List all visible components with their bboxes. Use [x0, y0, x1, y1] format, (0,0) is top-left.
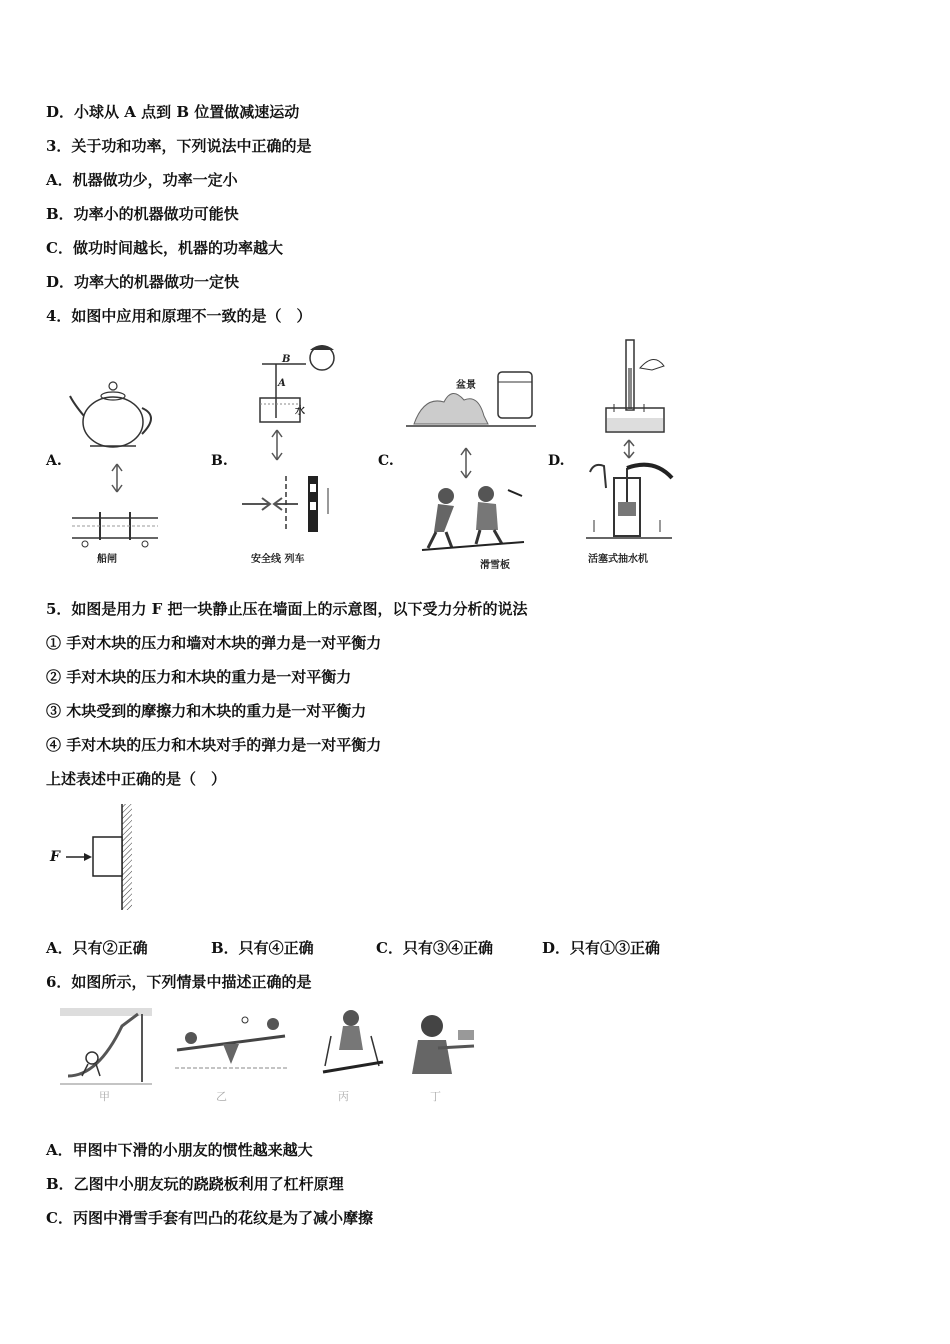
- slide-scene-illustration: [58, 1006, 154, 1090]
- q4-caption-b: 安全线 列车: [251, 554, 305, 565]
- q6-stem: 6．如图所示，下列情景中描述正确的是: [46, 973, 312, 991]
- force-label: F: [50, 849, 60, 865]
- q5-statement-3: ③ 木块受到的摩擦力和木块的重力是一对平衡力: [46, 702, 367, 720]
- q3-option-d: D．功率大的机器做功一定快: [46, 273, 240, 291]
- q6-option-b: B．乙图中小朋友玩的跷跷板利用了杠杆原理: [46, 1175, 344, 1193]
- ship-lock-illustration: [70, 506, 160, 548]
- q6-caption-ding: 丁: [430, 1090, 441, 1103]
- double-arrow-icon: [459, 446, 473, 480]
- q6-option-c: C．丙图中滑雪手套有凹凸的花纹是为了减小摩擦: [46, 1209, 373, 1227]
- q4-label-d: D.: [548, 453, 565, 469]
- train-safety-line-illustration: [240, 474, 340, 534]
- skier-scene-illustration: [321, 1006, 385, 1078]
- block-on-wall-diagram: [48, 802, 138, 914]
- q4-inner-label-a: A: [278, 378, 286, 389]
- q4-label-b: B.: [211, 453, 228, 469]
- q6-caption-yi: 乙: [216, 1090, 227, 1103]
- q6-option-a: A．甲图中下滑的小朋友的惯性越来越大: [46, 1141, 313, 1159]
- q4-inner-label-b: B: [282, 354, 291, 365]
- q3-stem: 3．关于功和功率，下列说法中正确的是: [46, 137, 312, 155]
- q5-option-a: A．只有②正确: [46, 939, 148, 957]
- seesaw-scene-illustration: [173, 1014, 289, 1074]
- q6-caption-jia: 甲: [99, 1090, 110, 1103]
- q4-stem: 4．如图中应用和原理不一致的是（ ）: [46, 307, 312, 325]
- q5-statement-2: ② 手对木块的压力和木块的重力是一对平衡力: [46, 668, 352, 686]
- q5-statement-1: ① 手对木块的压力和墙对木块的弹力是一对平衡力: [46, 634, 382, 652]
- q2-option-d: D．小球从 A 点到 B 位置做减速运动: [46, 103, 300, 121]
- q4-inner-label-water: 水: [295, 406, 305, 417]
- q4-caption-c: 滑雪板: [480, 560, 510, 571]
- q4-inner-label-bonsai: 盆景: [456, 380, 476, 391]
- q5-question: 上述表述中正确的是（ ）: [46, 770, 227, 788]
- q5-option-d: D．只有①③正确: [542, 939, 661, 957]
- piston-pump-illustration: [584, 458, 676, 548]
- teapot-illustration: [68, 372, 163, 452]
- q3-option-b: B．功率小的机器做功可能快: [46, 205, 239, 223]
- q6-caption-bing: 丙: [338, 1090, 349, 1103]
- q5-option-c: C．只有③④正确: [376, 939, 493, 957]
- q4-caption-a: 船闸: [97, 554, 117, 565]
- barometer-tube-illustration: [604, 338, 668, 438]
- double-arrow-icon: [110, 462, 124, 494]
- double-arrow-icon: [622, 438, 636, 460]
- q4-label-a: A.: [46, 453, 62, 469]
- q3-option-a: A．机器做功少，功率一定小: [46, 171, 238, 189]
- q4-label-c: C.: [378, 453, 394, 469]
- girl-scene-illustration: [404, 1012, 476, 1078]
- q5-statement-4: ④ 手对木块的压力和木块对手的弹力是一对平衡力: [46, 736, 382, 754]
- double-arrow-icon: [270, 428, 284, 462]
- q5-stem: 5．如图是用力 F 把一块静止压在墙面上的示意图，以下受力分析的说法: [46, 600, 528, 618]
- skiers-illustration: [418, 482, 528, 554]
- q3-option-c: C．做功时间越长，机器的功率越大: [46, 239, 283, 257]
- q5-option-b: B．只有④正确: [211, 939, 314, 957]
- q4-caption-d: 活塞式抽水机: [588, 554, 648, 565]
